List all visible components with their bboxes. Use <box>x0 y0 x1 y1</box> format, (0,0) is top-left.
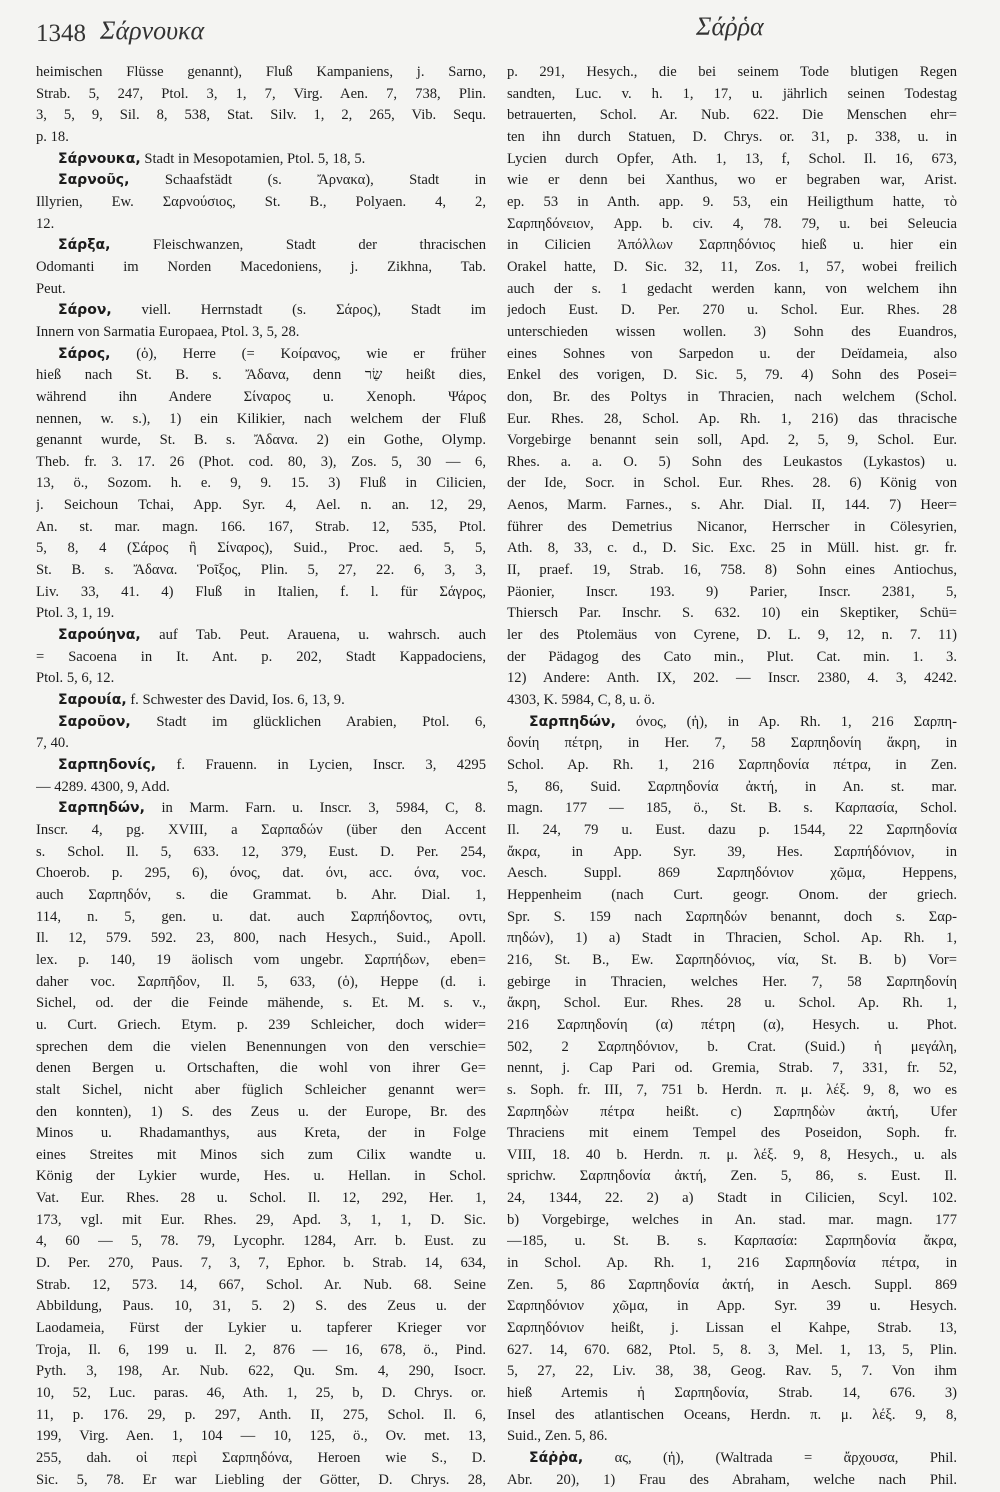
line-text: nennen, w. s.), 1) ein Kilikier, nach welchem der Fluß <box>36 410 486 427</box>
text-line <box>507 668 957 690</box>
line-text: An. st. mar. magn. 166. 167, Strab. 12, 535, Ptol. <box>36 518 486 535</box>
line-text: όνος, (ἡ), in Ap. Rh. 1, 216 Σαρπη- <box>615 713 957 730</box>
line-text: in Cilicien Ἀπόλλων Σαρπηδόνιος hieß u. hier ein <box>507 237 957 254</box>
text-line <box>36 820 486 842</box>
line-text: auch der s. 1 gedacht werden kann, von welchem ihn <box>507 280 957 297</box>
text-line <box>36 863 486 885</box>
line-text: (ὁ), Herre (= Κοίρανος, wie er früher <box>110 345 486 362</box>
text-line <box>507 1166 957 1188</box>
text-line <box>507 344 957 366</box>
line-text: betrauerten, Schol. Ar. Nub. 622. Die Menschen ehr= <box>507 107 957 124</box>
line-text: nennt, j. Cap Pari od. Gremia, Strab. 7, 331, fr. 52, <box>507 1060 957 1077</box>
headword: Σάρξα, <box>58 237 111 254</box>
line-text: Odomanti im Norden Macedoniens, j. Zikhna, Tab. <box>36 258 486 275</box>
text-line <box>507 1253 957 1275</box>
text-line <box>36 1448 486 1470</box>
text-line <box>507 300 957 322</box>
text-line <box>507 1318 957 1340</box>
line-text: —185, u. St. B. s. Καρπασία: Σαρπηδονία ἄκρα, <box>507 1233 957 1250</box>
text-line <box>36 214 486 236</box>
line-text: Aenos, Marm. Farnes., s. Ahr. Dial. II, 144. 7) Heer= <box>507 497 957 514</box>
line-text: sprechen dem die vielen Benennungen von den verschie= <box>36 1038 486 1055</box>
text-line <box>36 105 486 127</box>
text-line <box>507 1361 957 1383</box>
text-line <box>507 387 957 409</box>
line-text: 4, 60 — 5, 78. 79, Lycophr. 1284, Arr. b. Eust. zu <box>36 1233 486 1250</box>
line-text: 627. 14, 670. 682, Ptol. 5, 8. 3, Mel. 1, 13, 5, Plin. <box>507 1341 957 1358</box>
text-line <box>507 1037 957 1059</box>
left-column <box>36 62 486 1491</box>
line-text: VIII, 18. 40 b. Herdn. π. μ. λέξ. 9, 8, Hesych., u. als <box>507 1146 957 1163</box>
text-line <box>507 235 957 257</box>
text-line <box>507 1188 957 1210</box>
right-column <box>507 62 957 1491</box>
text-line <box>507 1210 957 1232</box>
text-line <box>36 192 486 214</box>
line-text: 173, vgl. mit Eur. Rhes. 29, Apd. 3, 1, 1, D. Sic. <box>36 1211 486 1228</box>
text-line <box>507 1145 957 1167</box>
text-line <box>507 279 957 301</box>
line-text: Σαρπηδὼν πέτρα heißt. c) Σαρπηδὼν ἀκτή, Ufer <box>507 1103 957 1120</box>
line-text: b) Vorgebirge, welches in An. stad. mar. magn. 177 <box>507 1211 957 1228</box>
line-text: unterschieden wissen wollen. 3) Sohn des Euandros, <box>507 323 957 340</box>
headword: Σάρνουκα, <box>58 150 141 167</box>
line-text: 7, 40. <box>36 735 69 752</box>
line-text: Troja, Il. 6, 199 u. Il. 2, 876 — 16, 678, ö., Pind. <box>36 1341 486 1358</box>
text-line <box>36 538 486 560</box>
text-line <box>36 1058 486 1080</box>
line-text: sprichw. Σαρπηδονία ἀκτή, Zen. 5, 86, s. Eust. Il. <box>507 1168 957 1185</box>
line-text: — 4289. 4300, 9, Add. <box>36 778 170 795</box>
line-text: don, Br. des Poltys in Thracien, nach welchem (Schol. <box>507 388 957 405</box>
line-text: der Ide, Socr. in Schol. Eur. Rhes. 28. 6) König von <box>507 475 957 492</box>
line-text: lex. p. 140, 19 äolisch vom ungebr. Σαρπήδων, eben= <box>36 951 486 968</box>
line-text: Laodameia, Fürst der Lykier u. tapferer Krieger vor <box>36 1320 486 1337</box>
text-line <box>36 495 486 517</box>
text-line <box>507 950 957 972</box>
line-text: Choerob. p. 295, 6), όνος, dat. όνι, acc. όνα, voc. <box>36 865 486 882</box>
line-text: Σαρπηδόνιον χῶμα, in App. Syr. 39 u. Hesych. <box>507 1298 957 1315</box>
line-text: stalt Sichel, nicht aber füglich Schleicher genannt wer= <box>36 1081 486 1098</box>
text-line <box>507 1275 957 1297</box>
line-text: D. Per. 270, Paus. 7, 3, 7, Ephor. b. Strab. 14, 634, <box>36 1255 486 1272</box>
line-text: daher voc. Σαρπῆδον, Il. 5, 633, (ὁ), Heppe (d. i. <box>36 973 486 990</box>
line-text: Enkel des vorigen, D. Sic. 5, 79. 4) Sohn des Posei= <box>507 367 957 384</box>
text-line <box>507 777 957 799</box>
text-line <box>507 192 957 214</box>
line-text: Liv. 33, 41. 4) Fluß in Italien, f. l. für Σάγρος, <box>36 583 486 600</box>
line-text: j. Seichoun Tchai, App. Syr. 4, Ael. n. an. 12, 29, <box>36 497 486 514</box>
text-line <box>36 1296 486 1318</box>
text-line <box>507 625 957 647</box>
text-line <box>36 560 486 582</box>
line-text: Sichel, od. der die Feinde mähende, s. Et. M. s. v., <box>36 995 486 1012</box>
line-text: viell. Herrnstadt (s. Σάρος), Stadt im <box>111 302 486 319</box>
entry-start-line <box>36 235 486 257</box>
line-text: II, praef. 19, Strab. 16, 758. 8) Sohn eines Antiochus, <box>507 562 957 579</box>
line-text: Σαρπηδόνειον, App. b. civ. 4, 78. 79, u. bei Seleucia <box>507 215 957 232</box>
line-text: Vat. Eur. Rhes. 28 u. Schol. Il. 12, 292, Her. 1, <box>36 1190 486 1207</box>
line-text: Strab. 5, 247, Ptol. 3, 1, 7, Virg. Aen. 7, 738, Plin. <box>36 85 486 102</box>
line-text: p. 18. <box>36 128 69 145</box>
line-text: auch Σαρπηδόν, s. die Grammat. b. Ahr. Dial. 1, <box>36 886 486 903</box>
text-line <box>36 1231 486 1253</box>
line-text: Schaafstädt (s. Ἄρνακα), Stadt in <box>129 172 486 189</box>
headword: Σάῤῥα, <box>529 1450 584 1466</box>
line-text: gebirge in Thracien, welches Her. 7, 58 Σαρπηδονίη <box>507 973 957 990</box>
line-text: s. Schol. Il. 5, 633. 12, 379, Eust. D. Per. 254, <box>36 843 486 860</box>
text-line <box>507 885 957 907</box>
line-text: Abr. 20), 1) Frau des Abraham, welche nach Phil. <box>507 1471 957 1488</box>
text-line <box>507 257 957 279</box>
text-line <box>507 1080 957 1102</box>
page-header <box>0 0 1000 56</box>
text-line <box>36 84 486 106</box>
text-line <box>36 1166 486 1188</box>
text-line <box>507 1340 957 1362</box>
text-line <box>36 1340 486 1362</box>
line-text: Schol. Ap. Rh. 1, 216 Σαρπηδονία πέτρα, in Zen. <box>507 757 957 773</box>
text-line <box>507 409 957 431</box>
text-line <box>36 1123 486 1145</box>
line-text: Stadt im glücklichen Arabien, Ptol. 6, <box>130 713 486 730</box>
line-text: genannt wurde, St. B. s. Ἄδανα. 2) ein Gothe, Olymp. <box>36 432 486 449</box>
line-text: 216, St. B., Ew. Σαρπηδόνιος, νία, St. B. b) Vor= <box>507 951 957 968</box>
line-text: 5, 86, Suid. Σαρπηδονία ἀκτή, in An. st. mar. <box>507 778 957 795</box>
entry-start-line <box>36 755 486 777</box>
line-text: ἄκρα, in App. Syr. 39, Hes. Σαρπήδόνιον, in <box>507 843 957 860</box>
text-line <box>507 149 957 171</box>
line-text: Ptol. 3, 1, 19. <box>36 605 115 622</box>
text-line <box>36 928 486 950</box>
text-line <box>36 452 486 474</box>
line-text: während ihn Andere Σίναρος u. Xenoph. Ψάρος <box>36 388 486 405</box>
text-line <box>507 1426 957 1448</box>
line-text: Ath. 8, 33, c. d., D. Sic. Exc. 25 in Müll. hist. gr. fr. <box>507 540 957 557</box>
headword: Σαρνοῦς, <box>58 172 130 189</box>
text-line <box>507 105 957 127</box>
entry-start-line <box>507 1448 957 1470</box>
line-text: Strab. 12, 573. 14, 667, Schol. Ar. Nub. 68. Seine <box>36 1276 486 1293</box>
line-text: 13, ö., Sozom. h. e. 9, 9. 15. 3) Fluß in Cilicien, <box>36 475 486 492</box>
line-text: Ptol. 5, 6, 12. <box>36 670 115 687</box>
line-text: Thraciens mit einem Tempel des Poseidon, Soph. fr. <box>507 1125 957 1142</box>
line-text: Il. 24, 79 u. Eust. dazu p. 1544, 22 Σαρπηδονία <box>507 821 957 838</box>
headword: Σάρον, <box>58 302 112 319</box>
line-text: ten ihn durch Statuen, D. Chrys. or. 31, p. 338, u. in <box>507 128 957 145</box>
line-text: wie er denn bei Xanthus, wo er begraben war, Arist. <box>507 172 957 189</box>
line-text: s. Soph. fr. III, 7, 751 b. Herdn. π. μ. λέξ. 9, 8, wo es <box>507 1081 957 1098</box>
text-line <box>36 473 486 495</box>
text-line <box>36 1037 486 1059</box>
text-line <box>507 928 957 950</box>
text-line <box>36 517 486 539</box>
line-text: πηδών), 1) a) Stadt in Thracien, Schol. Ap. Rh. 1, <box>507 930 957 947</box>
text-line <box>36 842 486 864</box>
text-line <box>36 907 486 929</box>
text-line <box>507 517 957 539</box>
line-text: 5, 8, 4 (Σάρος ἢ Σίναρος), Suid., Proc. aed. 5, 5, <box>36 540 486 557</box>
line-text: in Marm. Farn. u. Inscr. 3, 5984, C, 8. <box>144 800 486 817</box>
line-text: 11, p. 176. 29, p. 297, Anth. II, 275, Schol. Il. 6, <box>36 1406 486 1423</box>
entry-start-line <box>36 344 486 366</box>
text-line <box>36 322 486 344</box>
line-text: Päonier, Inscr. 193. 9) Parier, Inscr. 2381, 5, <box>507 583 957 600</box>
line-text: = Sacoena in It. Ant. p. 202, Stadt Kappadociens, <box>36 648 486 665</box>
line-text: 10, 52, Luc. paras. 46, Ath. 1, 25, b, D. Chrys. or. <box>36 1385 486 1402</box>
text-line <box>36 668 486 690</box>
text-line <box>36 1145 486 1167</box>
headword: Σαροῦον, <box>58 713 131 730</box>
line-text: führer des Demetrius Nicanor, Herrscher in Cölesyrien, <box>507 518 957 535</box>
text-line <box>507 1058 957 1080</box>
line-text: König der Lykier wurde, Hes. u. Hellan. in Schol. <box>36 1168 486 1185</box>
line-text: ep. 53 in Anth. app. 9. 53, ein Heiligthum hatte, τὸ <box>507 193 957 210</box>
text-line <box>507 84 957 106</box>
line-text: Innern von Sarmatia Europaea, Ptol. 3, 5, 28. <box>36 323 300 340</box>
line-text: St. B. s. Ἄδανα. Ῥοῖξος, Plin. 5, 27, 22. 6, 3, 3, <box>36 562 486 579</box>
line-text: Eur. Rhes. 28, Schol. Ap. Rh. 1, 216) das thracische <box>507 410 957 427</box>
line-text: Theb. fr. 3. 17. 26 (Phot. cod. 80, 3), Zos. 5, 30 — 6, <box>36 453 486 470</box>
line-text: p. 291, Hesych., die bei seinem Tode blutigen Regen <box>507 64 957 80</box>
text-line <box>507 1470 957 1492</box>
text-line <box>36 885 486 907</box>
line-text: δονίη πέτρη, in Her. 7, 58 Σαρπηδονίη ἄκρη, in <box>507 735 957 752</box>
line-text: 12. <box>36 215 55 232</box>
text-line <box>36 950 486 972</box>
text-line <box>507 452 957 474</box>
text-line <box>36 1470 486 1492</box>
line-text: 24, 1344, 22. 2) a) Stadt in Cilicien, Scyl. 102. <box>507 1190 957 1207</box>
line-text: Stadt in Mesopotamien, Ptol. 5, 18, 5. <box>140 150 366 167</box>
line-text: in Schol. Ap. Rh. 1, 216 Σαρπηδονία πέτρα, in <box>507 1255 957 1272</box>
line-text: Zen. 5, 86 Σαρπηδονία ἀκτή, in Aesch. Suppl. 869 <box>507 1276 957 1293</box>
text-line <box>36 1102 486 1124</box>
line-text: sandten, Luc. v. h. 1, 17, u. jährlich seinen Todestag <box>507 85 957 102</box>
entry-start-line <box>36 690 486 712</box>
line-text: 4303, K. 5984, C, 8, u. ö. <box>507 692 655 709</box>
headword: Σαρπηδών, <box>58 800 145 817</box>
page-number: 1348 <box>36 20 86 47</box>
line-text: 5, 27, 22, Liv. 38, 38, Geog. Rav. 5, 7. Von ihm <box>507 1363 957 1380</box>
headword: Σάρος, <box>58 345 111 362</box>
text-line <box>36 62 486 84</box>
line-text: den konnten), 1) S. des Zeus u. der Europe, Br. des <box>36 1103 486 1120</box>
headword: Σαρούηνα, <box>58 627 141 644</box>
entry-start-line <box>507 712 957 734</box>
headword: Σαρπηδονίς, <box>58 757 157 773</box>
entry-start-line <box>36 712 486 734</box>
text-line <box>36 1383 486 1405</box>
text-line <box>507 1383 957 1405</box>
line-text: Insel des atlantischen Oceans, Herdn. π. μ. λέξ. 9, 8, <box>507 1406 957 1423</box>
line-text: Aesch. Suppl. 869 Σαρπηδόνιον χῶμα, Heppens, <box>507 865 957 882</box>
line-text: Abbildung, Paus. 10, 31, 5. 2) S. des Zeus u. der <box>36 1298 486 1315</box>
text-line <box>507 603 957 625</box>
text-line <box>36 127 486 149</box>
text-line <box>507 62 957 84</box>
text-line <box>36 1361 486 1383</box>
running-head-left: Σάρνουκα <box>100 16 205 45</box>
line-text: Minos u. Rhadamanthys, aus Kreta, der in Folge <box>36 1125 486 1142</box>
headword: Σαρπηδών, <box>529 713 616 730</box>
line-text: 12) Andere: Anth. IX, 202. — Inscr. 2380, 4. 3, 4242. <box>507 670 957 687</box>
line-text: Orakel hatte, D. Sic. 32, 11, Zos. 1, 57, wobei freilich <box>507 258 957 275</box>
text-line <box>36 1080 486 1102</box>
line-text: Thiersch Par. Inschr. S. 632. 10) ein Skeptiker, Schü= <box>507 605 957 622</box>
text-line <box>507 170 957 192</box>
text-line <box>36 1188 486 1210</box>
line-text: Σαρπηδόνιον heißt, j. Lissan el Kahpe, Strab. 13, <box>507 1320 957 1337</box>
text-line <box>507 322 957 344</box>
text-line <box>507 473 957 495</box>
line-text: Pyth. 3, 198, Ar. Nub. 622, Qu. Sm. 4, 290, Isocr. <box>36 1363 486 1380</box>
line-text: f. Schwester des David, Ios. 6, 13, 9. <box>126 692 345 709</box>
text-line <box>507 647 957 669</box>
line-text: 255, dah. οἱ περὶ Σαρπηδόνα, Heroen wie S., D. <box>36 1450 486 1466</box>
text-line <box>507 495 957 517</box>
text-line <box>507 1231 957 1253</box>
line-text: Inscr. 4, pg. XVIII, a Σαρπαδών (über den Accent <box>36 821 486 838</box>
text-line <box>507 820 957 842</box>
text-line <box>36 409 486 431</box>
line-text: hieß Artemis ἡ Σαρπηδονία, Strab. 14, 676. 3) <box>507 1385 957 1402</box>
text-line <box>36 365 486 387</box>
line-text: 216 Σαρπηδονίη (α) πέτρη (α), Hesych. u. Phot. <box>507 1016 957 1033</box>
line-text: ας, (ἡ), (Waltrada = ἄρχουσα, Phil. <box>583 1450 957 1466</box>
text-line <box>36 430 486 452</box>
line-text: eines Streites mit Minos sich zum Cilix wandte u. <box>36 1146 486 1163</box>
text-line <box>507 993 957 1015</box>
text-line <box>36 1210 486 1232</box>
line-text: der Pädagog des Cato min., Plut. Cat. min. 1. 3. <box>507 648 957 665</box>
line-text: auf Tab. Peut. Arauena, u. wahrsch. auch <box>140 627 486 644</box>
text-line <box>507 582 957 604</box>
text-line <box>36 972 486 994</box>
text-line <box>36 777 486 799</box>
text-line <box>36 733 486 755</box>
text-line <box>507 972 957 994</box>
text-line <box>36 647 486 669</box>
text-line <box>36 603 486 625</box>
text-line <box>507 1405 957 1427</box>
line-text: ler des Ptolemäus von Cyrene, D. L. 9, 12, n. 7. 11) <box>507 627 957 644</box>
text-line <box>507 690 957 712</box>
line-text: 114, n. 5, gen. u. dat. auch Σαρπήδοντος, οντι, <box>36 908 486 925</box>
text-line <box>36 1253 486 1275</box>
text-line <box>507 733 957 755</box>
line-text: Lycien durch Opfer, Ath. 1, 13, f, Schol. Il. 16, 673, <box>507 150 957 167</box>
entry-start-line <box>36 625 486 647</box>
line-text: Peut. <box>36 280 66 297</box>
text-line <box>36 993 486 1015</box>
text-line <box>507 430 957 452</box>
text-line <box>507 842 957 864</box>
running-head-right: Σάῤῥα <box>696 12 764 41</box>
text-line <box>507 214 957 236</box>
entry-start-line <box>36 149 486 171</box>
text-line <box>507 1015 957 1037</box>
text-line <box>36 582 486 604</box>
line-text: ἄκρη, Schol. Eur. Rhes. 28 u. Schol. Ap. Rh. 1, <box>507 995 957 1012</box>
text-line <box>36 1426 486 1448</box>
line-text: Sic. 5, 78. Er war Liebling der Götter, D. Chrys. 28, <box>36 1471 486 1488</box>
text-line <box>36 1405 486 1427</box>
text-line <box>507 560 957 582</box>
text-line <box>507 798 957 820</box>
line-text: Rhes. a. a. O. 5) Sohn des Leukastos (Lykastos) u. <box>507 453 957 470</box>
text-line <box>36 1275 486 1297</box>
line-text: Vorgebirge benannt sein soll, Apd. 2, 5, 9, Schol. Eur. <box>507 432 957 449</box>
line-text: Il. 12, 579. 592. 23, 800, nach Hesych., Suid., Apoll. <box>36 930 486 947</box>
text-line <box>507 127 957 149</box>
text-line <box>507 755 957 777</box>
entry-start-line <box>36 170 486 192</box>
line-text: 502, 2 Σαρπηδόνιον, b. Crat. (Suid.) ἡ μεγάλη, <box>507 1038 957 1055</box>
headword: Σαρουία, <box>58 692 127 709</box>
line-text: Spr. S. 159 nach Σαρπηδών benannt, doch s. Σαρ- <box>507 908 957 925</box>
text-line <box>36 387 486 409</box>
line-text: u. Curt. Griech. Etym. p. 239 Schleicher, doch wider= <box>36 1016 486 1033</box>
line-text: hieß nach St. B. s. Ἄδανα, denn שַׂר heißt dies, <box>36 367 486 384</box>
line-text: Suid., Zen. 5, 86. <box>507 1428 608 1445</box>
line-text: heimischen Flüsse genannt), Fluß Kampaniens, j. Sarno, <box>36 64 486 80</box>
line-text: denen Bergen u. Ortschaften, die wohl von ihrer Ge= <box>36 1060 486 1077</box>
line-text: 199, Virg. Aen. 1, 104 — 10, 125, ö., Ov. met. 13, <box>36 1428 486 1445</box>
text-line <box>507 1296 957 1318</box>
line-text: jedoch Eust. D. Per. 270 u. Schol. Eur. Rhes. 28 <box>507 302 957 319</box>
text-line <box>36 279 486 301</box>
text-line <box>36 1015 486 1037</box>
line-text: magn. 177 — 185, ö., St. B. s. Καρπασία, Schol. <box>507 800 957 817</box>
line-text: Heppenheim (nach Curt. geogr. Onom. der griech. <box>507 886 957 903</box>
line-text: eines Sohnes von Sarpedon u. der Deïdameia, also <box>507 345 957 362</box>
entry-start-line <box>36 798 486 820</box>
line-text: 3, 5, 9, Sil. 8, 538, Stat. Silv. 1, 2, 265, Vib. Sequ. <box>36 107 486 124</box>
line-text: Illyrien, Ew. Σαρνούσιος, St. B., Polyaen. 4, 2, <box>36 193 486 210</box>
entry-start-line <box>36 300 486 322</box>
text-line <box>507 1102 957 1124</box>
line-text: f. Frauenn. in Lycien, Inscr. 3, 4295 <box>156 757 486 773</box>
text-line <box>507 907 957 929</box>
text-line <box>36 1318 486 1340</box>
line-text: Fleischwanzen, Stadt der thracischen <box>110 237 486 254</box>
text-line <box>507 1123 957 1145</box>
text-line <box>507 538 957 560</box>
text-line <box>507 863 957 885</box>
text-line <box>36 257 486 279</box>
text-line <box>507 365 957 387</box>
